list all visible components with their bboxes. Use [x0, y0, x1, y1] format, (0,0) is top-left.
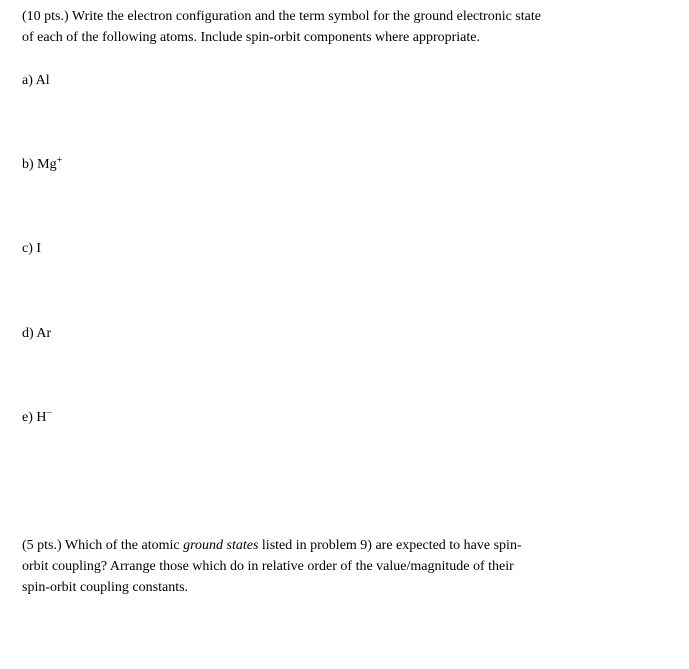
question-1-text — [22, 6, 541, 48]
part-c-text: c) I — [22, 241, 42, 256]
part-b-text: b) Mg — [22, 157, 57, 172]
part-b-label — [22, 154, 62, 175]
question-2-text — [22, 535, 522, 598]
question-2-line-1-end: listed in problem 9) are expected to have spin- — [258, 538, 522, 553]
question-2-italic-phrase: ground states — [183, 538, 259, 553]
part-d-label — [22, 323, 51, 344]
part-e-charge: − — [46, 408, 53, 419]
question-2-line-2: orbit coupling? Arrange those which do in relative order of the value/magnitude of their — [22, 559, 514, 574]
question-2-line-3: spin-orbit coupling constants. — [22, 580, 189, 595]
part-c-label — [22, 238, 41, 259]
part-a-label — [22, 70, 50, 91]
question-1-line-2: of each of the following atoms. Include spin-orbit components where appropriate. — [22, 30, 480, 45]
question-2-line-1 — [22, 535, 522, 556]
part-a-text: a) Al — [22, 73, 50, 88]
part-e-text: e) H — [22, 410, 47, 425]
question-1-line-1: (10 pts.) Write the electron configuration and the term symbol for the ground electronic state — [22, 9, 541, 24]
part-d-text: d) Ar — [22, 326, 52, 341]
part-b-charge: + — [56, 155, 63, 166]
question-2-line-1-start: (5 pts.) Which of the atomic — [22, 538, 184, 553]
part-e-label — [22, 407, 52, 428]
